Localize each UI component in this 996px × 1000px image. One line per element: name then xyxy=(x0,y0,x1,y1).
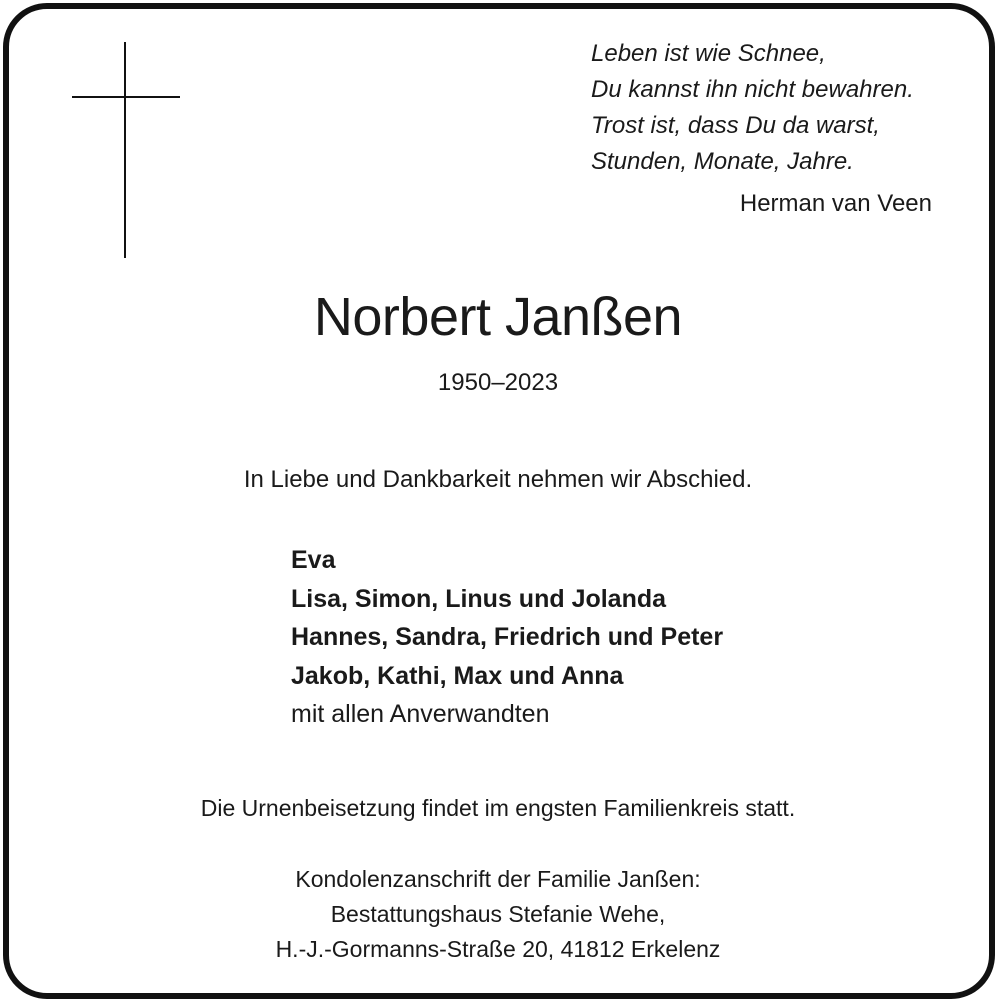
quote-author: Herman van Veen xyxy=(739,190,932,217)
condolence-address xyxy=(0,862,996,967)
life-years: 1950–2023 xyxy=(437,369,559,396)
family-member-line: Hannes, Sandra, Friedrich und Peter xyxy=(291,623,724,651)
family-member-line: Lisa, Simon, Linus und Jolanda xyxy=(291,584,667,613)
family-member-line: Jakob, Kathi, Max und Anna xyxy=(291,661,624,690)
farewell-statement: In Liebe und Dankbarkeit nehmen wir Abschied. xyxy=(243,466,753,493)
relatives-line: mit allen Anverwandten xyxy=(291,700,550,728)
address-line: Bestattungshaus Stefanie Wehe, xyxy=(330,901,666,927)
address-line: H.-J.-Gormanns-Straße 20, 41812 Erkelenz xyxy=(275,936,721,962)
burial-note: Die Urnenbeisetzung findet im engsten Familienkreis statt. xyxy=(200,795,796,821)
deceased-name: Norbert Janßen xyxy=(313,287,683,347)
mourning-family xyxy=(291,541,723,734)
quote-line: Stunden, Monate, Jahre. xyxy=(591,148,854,175)
cross-vertical-bar xyxy=(124,42,126,258)
quote-line: Leben ist wie Schnee, xyxy=(591,40,826,67)
address-line: Kondolenzanschrift der Familie Janßen: xyxy=(295,866,701,892)
poem-quote xyxy=(591,36,914,180)
quote-line: Trost ist, dass Du da warst, xyxy=(591,112,880,139)
quote-line: Du kannst ihn nicht bewahren. xyxy=(591,76,914,103)
cross-horizontal-bar xyxy=(72,96,180,98)
family-member-line: Eva xyxy=(291,546,336,574)
